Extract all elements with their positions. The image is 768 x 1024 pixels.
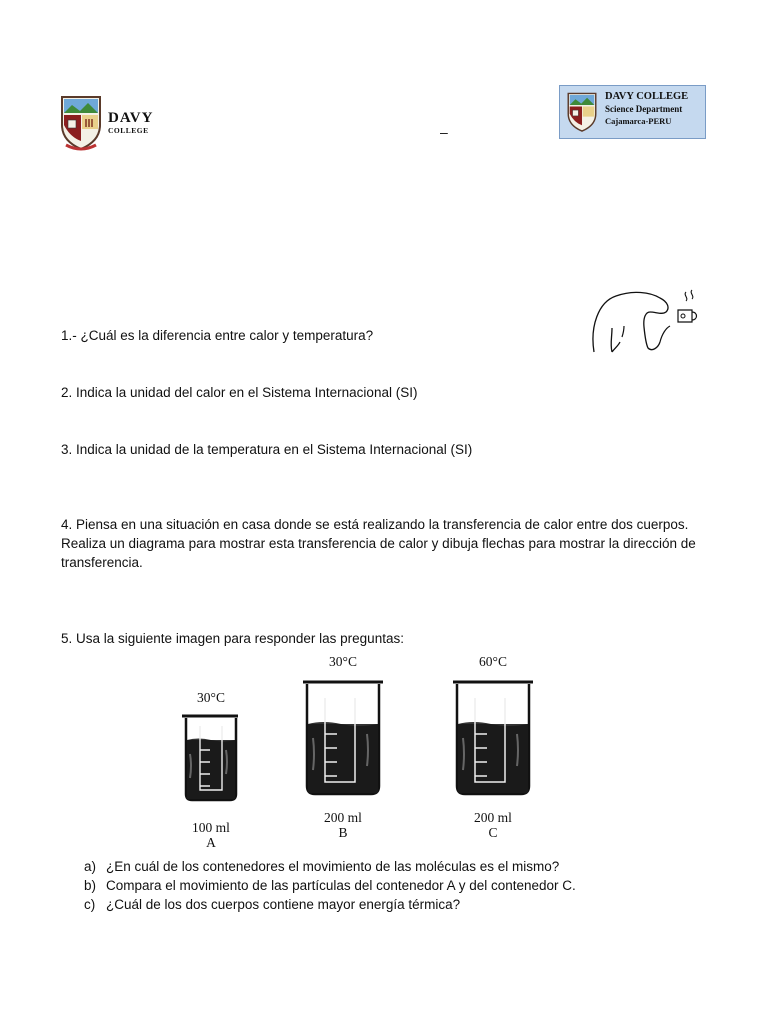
subquestion-a	[84, 857, 576, 876]
question-5: 5. Usa la siguiente imagen para responder las preguntas:	[61, 631, 404, 646]
subquestion-marker: a)	[84, 859, 97, 874]
beaker-c-icon	[451, 676, 535, 796]
science-department-badge	[559, 85, 706, 139]
subquestion-text: ¿Cuál de los dos cuerpos contiene mayor energía térmica?	[106, 897, 461, 912]
subquestion-text: Compara el movimiento de las partículas del contenedor A y del contenedor C.	[106, 878, 576, 893]
beaker-figure	[170, 650, 550, 850]
beaker-c-volume: 200 ml	[474, 810, 512, 825]
subquestion-marker: b)	[84, 878, 97, 893]
college-crest-small-icon	[566, 92, 598, 134]
beaker-a	[176, 690, 246, 850]
college-logo-left	[60, 95, 170, 153]
logo-name-line2: COLLEGE	[108, 126, 149, 135]
beaker-c-label: C	[488, 825, 498, 840]
badge-college-name: DAVY COLLEGE	[605, 91, 689, 102]
logo-name-line1: DAVY	[108, 110, 154, 126]
question-2: 2. Indica la unidad del calor en el Sistema Internacional (SI)	[61, 385, 418, 400]
question-4: 4. Piensa en una situación en casa donde se está realizando la transferencia de calor entre dos cuerpos. Realiza un diagrama para mostrar esta transferencia de calor y dibuja flechas para mostrar la dirección de transferencia.	[61, 517, 696, 570]
badge-location: Cajamarca-PERU	[605, 116, 672, 126]
subquestion-b	[84, 876, 576, 895]
question-3: 3. Indica la unidad de la temperatura en el Sistema Internacional (SI)	[61, 442, 473, 457]
beaker-b-label: B	[338, 825, 348, 840]
subquestion-marker: c)	[84, 897, 96, 912]
beaker-a-icon	[178, 710, 244, 802]
badge-department: Science Department	[605, 104, 683, 114]
subquestion-list	[84, 857, 576, 914]
beaker-c	[450, 654, 536, 840]
beaker-b	[300, 654, 386, 840]
header-dash: –	[440, 124, 448, 140]
doodle-drawing-icon	[588, 282, 703, 357]
beaker-a-temperature: 30°C	[197, 690, 225, 705]
question-1: 1.- ¿Cuál es la diferencia entre calor y temperatura?	[61, 328, 374, 343]
college-crest-icon	[60, 95, 102, 153]
beaker-c-temperature: 60°C	[479, 654, 507, 669]
beaker-a-label: A	[206, 835, 216, 850]
beaker-b-icon	[301, 676, 385, 796]
beaker-b-temperature: 30°C	[329, 654, 357, 669]
beaker-b-volume: 200 ml	[324, 810, 362, 825]
subquestion-c	[84, 895, 576, 914]
subquestion-text: ¿En cuál de los contenedores el movimiento de las moléculas es el mismo?	[106, 859, 560, 874]
beaker-a-volume: 100 ml	[192, 820, 230, 835]
